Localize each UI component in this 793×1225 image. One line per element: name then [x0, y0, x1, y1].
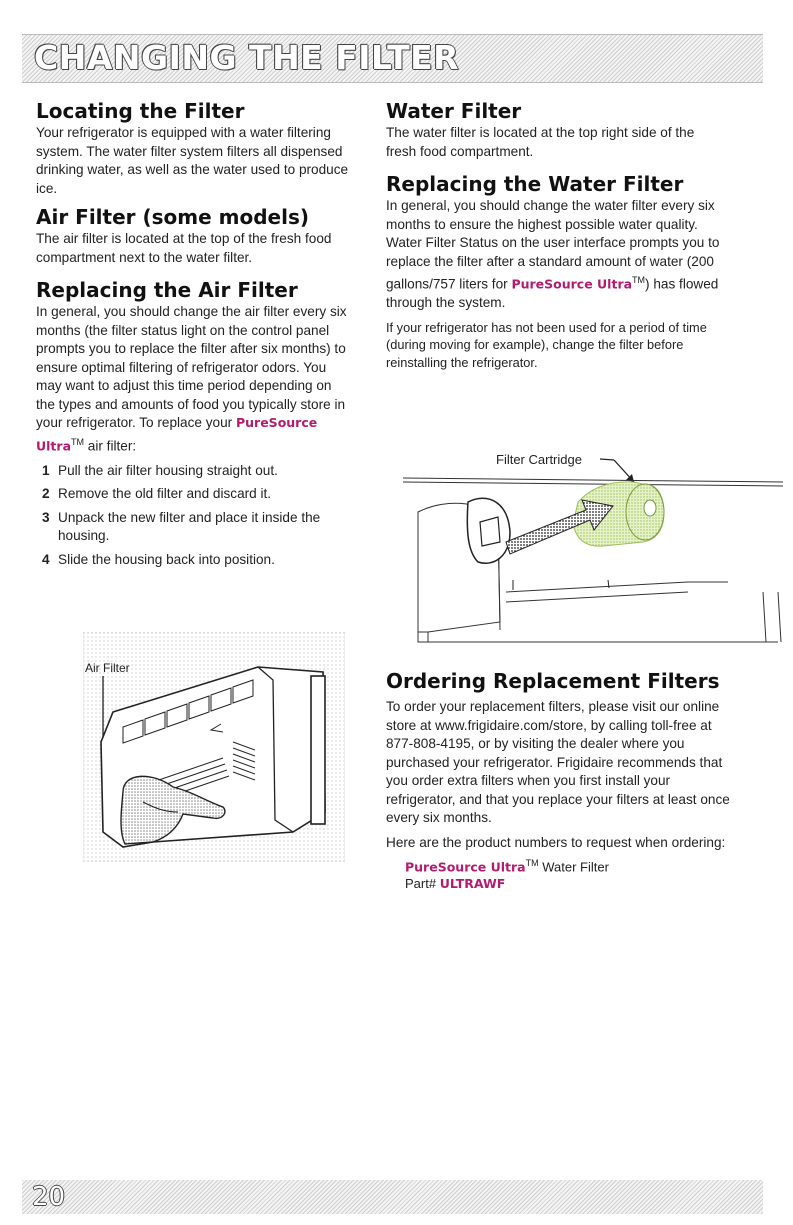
page-banner: [22, 34, 763, 83]
replacing-water-body: In general, you should change the water filter every six months to ensure the highest possible water quality. Water Filter Status on the user interface prompts you to replace the filter after a standard amount of water (200 gallons/757 liters for: [386, 198, 720, 292]
list-item: [36, 485, 354, 504]
heading-locating-filter: Locating the Filter: [36, 99, 245, 123]
product-trademark: TM: [525, 858, 539, 868]
air-filter-illustration: [83, 632, 345, 862]
page-number: 20: [32, 1182, 66, 1212]
step-text: Unpack the new filter and place it inside the housing.: [58, 509, 321, 544]
page-footer: [22, 1180, 763, 1214]
air-filter-text: The air filter is located at the top of the fresh food compartment next to the water filter.: [36, 231, 332, 265]
locating-filter-text: Your refrigerator is equipped with a water filtering system. The water filter system filters all dispensed drinking water, as well as the water used to produce ice.: [36, 125, 349, 196]
page-title: CHANGING THE FILTER: [34, 38, 460, 77]
part-number: ULTRAWF: [439, 876, 506, 892]
ordering-product-intro: Here are the product numbers to request when ordering:: [386, 834, 726, 850]
product-name: Water Filter: [538, 859, 609, 875]
step-text: Slide the housing back into position.: [58, 551, 275, 567]
step-number: 2: [42, 486, 50, 502]
heading-ordering-filters: Ordering Replacement Filters: [386, 669, 720, 693]
left-column: [36, 98, 354, 574]
list-item: [36, 462, 354, 481]
heading-air-filter: Air Filter (some models): [36, 205, 309, 229]
replacing-water-filter-text: [386, 197, 726, 313]
water-filter-text: The water filter is located at the top right side of the fresh food compartment.: [386, 125, 695, 159]
step-number: 4: [42, 551, 50, 567]
heading-replacing-air-filter: Replacing the Air Filter: [36, 278, 298, 302]
step-number: 3: [42, 509, 50, 525]
air-filter-drawing: [83, 632, 345, 862]
product-line: [386, 855, 731, 875]
air-filter-label: Air Filter: [85, 661, 130, 675]
step-text: Pull the air filter housing straight out.: [58, 462, 278, 478]
ordering-text: To order your replacement filters, please visit our online store at www.frigidaire.com/store, by calling toll-free at 877-808-4195, or by visiting the dealer where you purchased your refrigerator. Frigidaire recommends that you order extra filters when you first install your refrigerator, and that you replace your filters at least once every six months.: [386, 699, 730, 825]
ordering-section: [386, 668, 731, 892]
replacing-air-suffix: air filter:: [84, 438, 137, 454]
brand-name: PureSource Ultra: [36, 415, 318, 454]
brand-name: PureSource Ultra: [511, 276, 633, 292]
list-item: [36, 551, 354, 570]
part-label: Part#: [405, 876, 440, 892]
right-column: [386, 98, 726, 371]
heading-replacing-water-filter: Replacing the Water Filter: [386, 172, 684, 196]
air-filter-steps: [36, 462, 354, 570]
step-text: Remove the old filter and discard it.: [58, 486, 272, 502]
replacing-air-body: In general, you should change the air filter every six months (the filter status light on the control panel prompts you to replace the filter after six months) to ensure optimal filtering of refrigerator odors. You may want to adjust this time period depending on the types and amounts of food you typically store in your refrigerator. To replace your: [36, 304, 347, 430]
step-number: 1: [42, 462, 50, 478]
product-brand: PureSource Ultra: [405, 859, 526, 875]
trademark: TM: [71, 436, 85, 447]
trademark: TM: [632, 275, 646, 285]
replacing-air-filter-text: [36, 303, 354, 456]
filter-cartridge-label: Filter Cartridge: [496, 452, 582, 467]
heading-water-filter: Water Filter: [386, 99, 522, 123]
part-number-line: [386, 875, 731, 892]
replacing-water-suffix: ) has flowed through the system.: [386, 276, 719, 311]
moving-note: If your refrigerator has not been used for a period of time (during moving for example), change the filter before reinstalling the refrigerator.: [386, 319, 707, 370]
water-filter-drawing: [388, 442, 793, 648]
water-filter-illustration: [388, 442, 793, 648]
list-item: [36, 509, 354, 546]
